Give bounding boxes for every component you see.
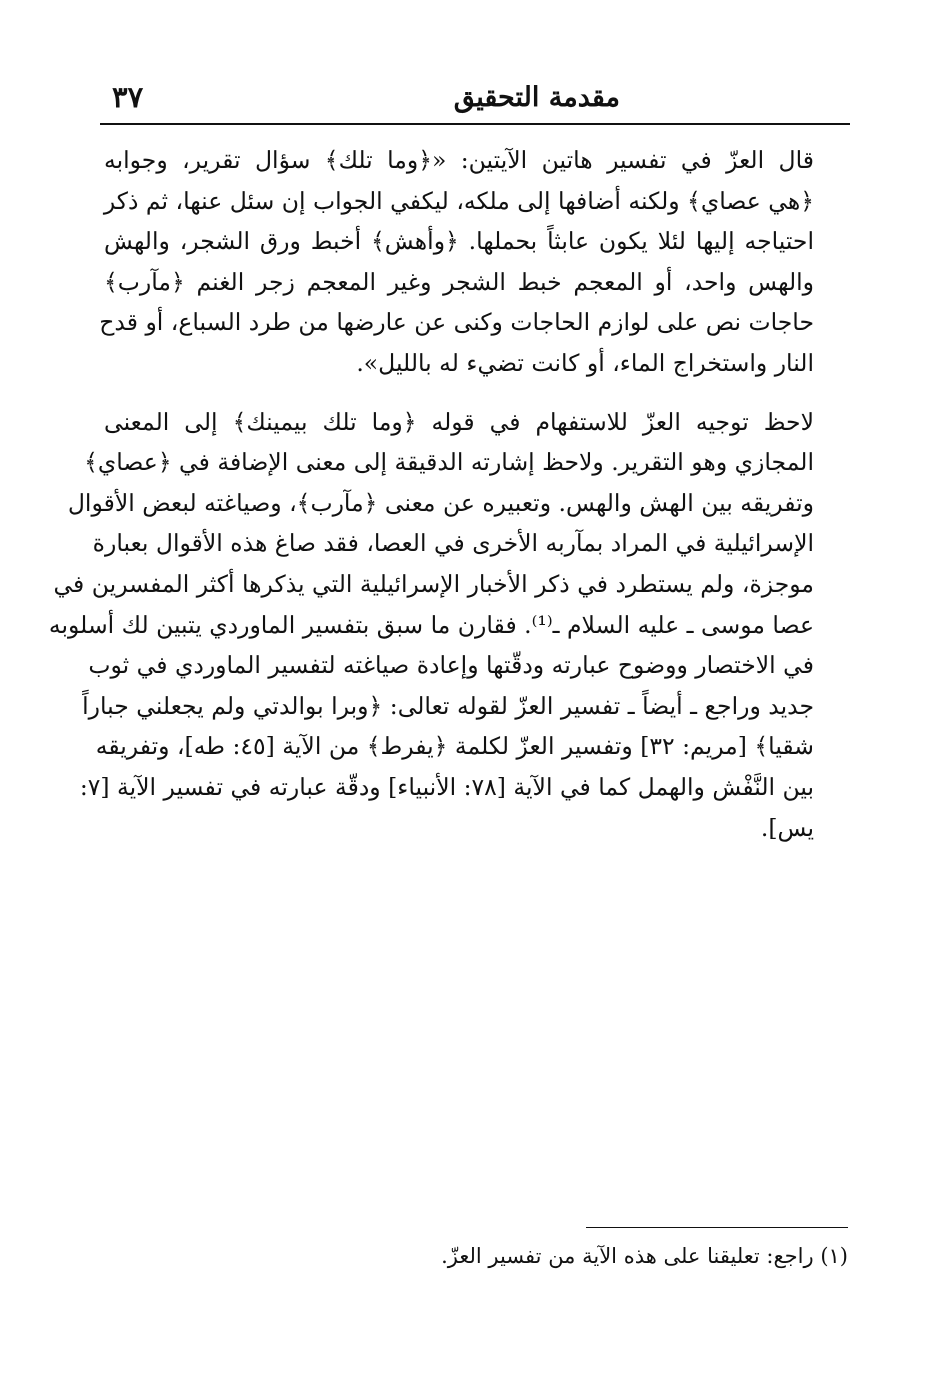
paragraph-2-line: جديد وراجع ـ أيضاً ـ تفسير العزّ لقوله تعالى: ﴿وبرا بوالدتي ولم يجعلني جباراً <box>82 691 814 720</box>
paragraph-2 <box>48 402 848 849</box>
paragraph-2-line: موجزة، ولم يستطرد في ذكر الأخبار الإسرائيلية التي يذكرها أكثر المفسرين في <box>53 569 814 598</box>
paragraph-2-line: شقيا﴾ [مريم: ٣٢] وتفسير العزّ لكلمة ﴿يفرط﴾ من الآية [٤٥: طه]، وتفريقه <box>95 732 814 761</box>
paragraph-2-line: المجازي وهو التقرير. ولاحظ إشارته الدقيقة إلى معنى الإضافة في ﴿عصاي﴾ <box>84 448 814 477</box>
paragraph-1 <box>99 140 848 384</box>
paragraph-2-line: لاحظ توجيه العزّ للاستفهام في قوله ﴿وما تلك بيمينك﴾ إلى المعنى <box>104 407 814 436</box>
paragraph-1-line: ﴿هي عصاي﴾ ولكنه أضافها إلى ملكه، ليكفي الجواب إن سئل عنها، ثم ذكر <box>103 186 814 215</box>
running-title: مقدمة التحقيق <box>453 82 620 113</box>
paragraph-2-line: وتفريقه بين الهش والهس. وتعبيره عن معنى ﴿مآرب﴾، وصياغته لبعض الأقوال <box>67 488 814 517</box>
header-rule <box>100 123 850 125</box>
paragraph-1-line: قال العزّ في تفسير هاتين الآيتين: «﴿وما تلك﴾ سؤال تقرير، وجوابه <box>104 146 814 174</box>
page-header <box>100 78 850 118</box>
paragraph-2-line: في الاختصار ووضوح عبارته ودقّتها وإعادة صياغته لتفسير الماوردي في ثوب <box>88 651 814 680</box>
paragraph-1-line: حاجات نص على لوازم الحاجات وكنى عن عارضها من طرد السباع، أو قدح <box>99 308 814 337</box>
page-number: ٣٧ <box>112 80 144 114</box>
paragraph-2-line: الإسرائيلية في المراد بمآربه الأخرى في العصا، فقد صاغ هذه الأقوال بعبارة <box>92 529 814 558</box>
footnote: (١) راجع: تعليقنا على هذه الآية من تفسير العزّ. <box>441 1244 848 1268</box>
paragraph-2-line: عصا موسى ـ عليه السلام ـ⁽¹⁾. فقارن ما سبق بتفسير الماوردي يتبين لك أسلوبه <box>48 610 814 639</box>
paragraph-2-line: يس]. <box>760 813 814 842</box>
paragraph-2-line: بين النَّفْش والهمل كما في الآية [٧٨: الأنبياء] ودقّة عبارته في تفسير الآية [٧: <box>79 772 814 801</box>
paragraph-1-line: احتياجه إليها لئلا يكون عابثاً بحملها. ﴿وأهش﴾ أخبط ورق الشجر، والهش <box>104 227 814 256</box>
footnote-rule <box>586 1227 848 1228</box>
body-text <box>48 140 848 848</box>
paragraph-1-line: النار واستخراج الماء، أو كانت تضيء له بالليل». <box>356 348 814 377</box>
paragraph-1-line: والهس واحد، أو المعجم خبط الشجر وغير المعجم زجر الغنم ﴿مآرب﴾ <box>104 267 814 296</box>
